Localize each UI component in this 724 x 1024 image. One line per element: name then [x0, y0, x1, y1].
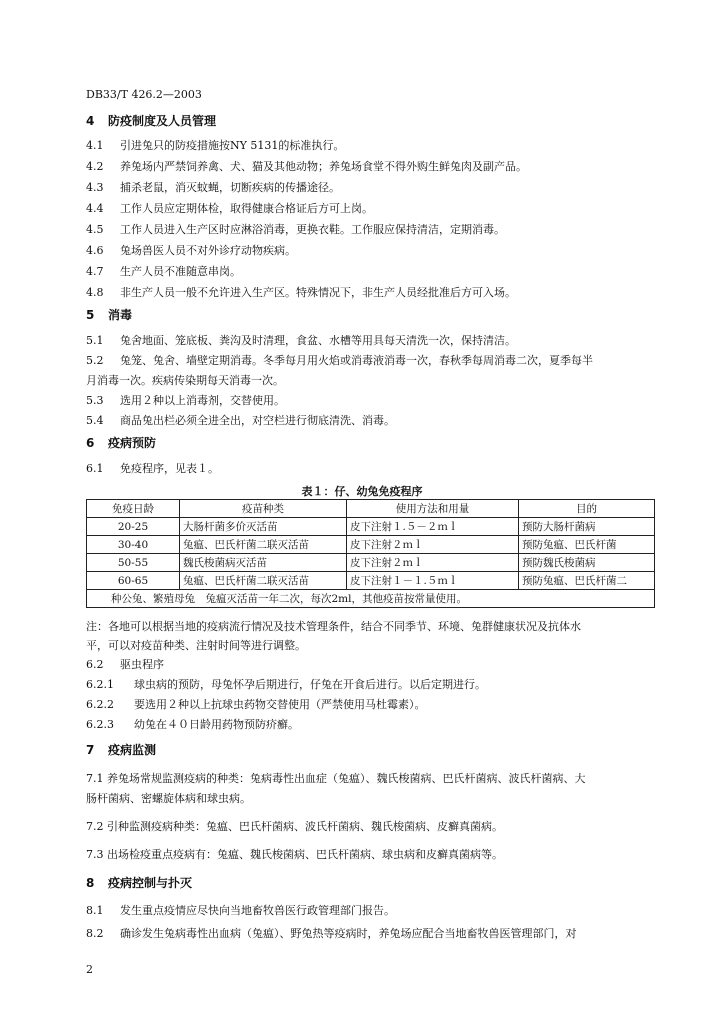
table-cell: 预防魏氏梭菌病: [519, 554, 655, 572]
clause-4-5: 4.5 工作人员进入生产区时应淋浴消毒，更换衣鞋。工作服应保持清洁，定期消毒。: [86, 223, 505, 236]
table-cell: 60-65: [87, 572, 180, 590]
table-cell: 大肠杆菌多价灭活苗: [180, 518, 347, 536]
table-cell: 皮下注射２ｍｌ: [347, 536, 519, 554]
vaccination-table: [86, 499, 655, 608]
clause-4-3: 4.3 捕杀老鼠，消灭蚊蝇，切断疾病的传播途径。: [86, 181, 340, 194]
clause-4-1: 4.1 引进兔只的防疫措施按NY 5131的标准执行。: [86, 139, 345, 152]
section-7-heading: 7 疫病监测: [86, 743, 157, 757]
table-note: 注：各地可以根据当地的疫病流行情况及技术管理条件，结合不同季节、环境、兔群健康状况及抗体水: [86, 620, 581, 633]
table-cell: 50-55: [87, 554, 180, 572]
clause-6-2-3: 6.2.3 幼兔在４０日龄用药物预防疥癬。: [86, 718, 299, 731]
clause-8-1: 8.1 发生重点疫情应尽快向当地畜牧兽医行政管理部门报告。: [86, 904, 395, 917]
section-8-heading: 8 疫病控制与扑灭: [86, 876, 193, 890]
page-number: 2: [86, 963, 93, 976]
clause-5-2: 5.2 兔笼、兔舍、墙壁定期消毒。冬季每月用火焰或消毒液消毒一次，春秋季每周消毒二次，夏季每半: [86, 354, 593, 367]
header-cell: 使用方法和用量: [347, 500, 519, 518]
section-5-heading: 5 消毒: [86, 308, 133, 322]
clause-6-2-2: 6.2.2 要选用２种以上抗球虫药物交替使用（严禁使用马杜霉素）。: [86, 698, 426, 711]
table-merged-row: [87, 590, 655, 608]
section-4-heading: 4 防疫制度及人员管理: [86, 114, 217, 128]
clause-7-1-continued: 肠杆菌病、密螺旋体病和球虫病。: [86, 792, 251, 805]
table-row: [87, 536, 655, 554]
clause-7-2: 7.2 引种监测疫病种类：兔瘟、巴氏杆菌病、波氏杆菌病、魏氏梭菌病、皮癣真菌病。: [86, 820, 503, 833]
table-cell: 皮下注射１.５－２ｍｌ: [347, 518, 519, 536]
clause-4-8: 4.8 非生产人员一般不允许进入生产区。特殊情况下，非生产人员经批准后方可入场。: [86, 286, 516, 299]
table-note-continued: 平，可以对疫苗种类、注射时间等进行调整。: [86, 639, 306, 652]
clause-7-3: 7.3 出场检疫重点疫病有：兔瘟、魏氏梭菌病、巴氏杆菌病、球虫病和皮癣真菌病等。: [86, 848, 503, 861]
table-header-row: [87, 500, 655, 518]
table-caption: 表１：仔、幼兔免疫程序: [301, 485, 423, 498]
clause-4-7: 4.7 生产人员不准随意串岗。: [86, 265, 241, 278]
document-id: DB33/T 426.2—2003: [86, 88, 202, 101]
clause-5-3: 5.3 选用２种以上消毒剂，交替使用。: [86, 394, 285, 407]
section-6-heading: 6 疫病预防: [86, 436, 157, 450]
table-cell: 预防兔瘟、巴氏杆菌二: [519, 572, 655, 590]
header-cell: 目的: [519, 500, 655, 518]
clause-6-2: 6.2 驱虫程序: [86, 658, 164, 671]
clause-5-1: 5.1 兔舍地面、笼底板、粪沟及时清理，食盆、水槽等用具每天清洗一次，保持清洁。: [86, 334, 516, 347]
clause-4-6: 4.6 兔场兽医人员不对外诊疗动物疾病。: [86, 244, 296, 257]
table-row: [87, 572, 655, 590]
table-cell: 30-40: [87, 536, 180, 554]
table-cell: 兔瘟、巴氏杆菌二联灭活苗: [180, 536, 347, 554]
clause-5-4: 5.4 商品兔出栏必须全进全出，对空栏进行彻底清洗、消毒。: [86, 414, 395, 427]
header-cell: 疫苗种类: [180, 500, 347, 518]
clause-6-2-1: 6.2.1 球虫病的预防，母兔怀孕后期进行，仔兔在开食后进行。以后定期进行。: [86, 678, 486, 691]
clause-4-2: 4.2 养兔场内严禁饲养禽、犬、猫及其他动物；养兔场食堂不得外购生鲜兔肉及副产品。: [86, 160, 527, 173]
table-cell: 皮下注射２ｍｌ: [347, 554, 519, 572]
table-cell: 兔瘟、巴氏杆菌二联灭活苗: [180, 572, 347, 590]
clause-7-1: 7.1 养兔场常规监测疫病的种类：兔病毒性出血症（兔瘟）、魏氏梭菌病、巴氏杆菌病、波氏杆菌病、大: [86, 772, 586, 785]
table-cell: 皮下注射１－１.５ｍｌ: [347, 572, 519, 590]
clause-4-4: 4.4 工作人员应定期体检，取得健康合格证后方可上岗。: [86, 202, 373, 215]
table-merged-cell: 种公兔、繁殖母兔 兔瘟灭活苗一年二次，每次2ml，其他疫苗按常量使用。: [87, 590, 655, 608]
clause-6-1: 6.1 免疫程序，见表１。: [86, 462, 219, 475]
table-cell: 20-25: [87, 518, 180, 536]
table-cell: 魏氏梭菌病灭活苗: [180, 554, 347, 572]
table-cell: 预防大肠杆菌病: [519, 518, 655, 536]
header-cell: 免疫日龄: [87, 500, 180, 518]
table-row: [87, 554, 655, 572]
clause-5-2-continued: 月消毒一次。疾病传染期每天消毒一次。: [86, 374, 284, 387]
table-row: [87, 518, 655, 536]
table-cell: 预防兔瘟、巴氏杆菌: [519, 536, 655, 554]
clause-8-2: 8.2 确诊发生兔病毒性出血病（兔瘟）、野兔热等疫病时，养兔场应配合当地畜牧兽医管理部门，对: [86, 927, 577, 940]
